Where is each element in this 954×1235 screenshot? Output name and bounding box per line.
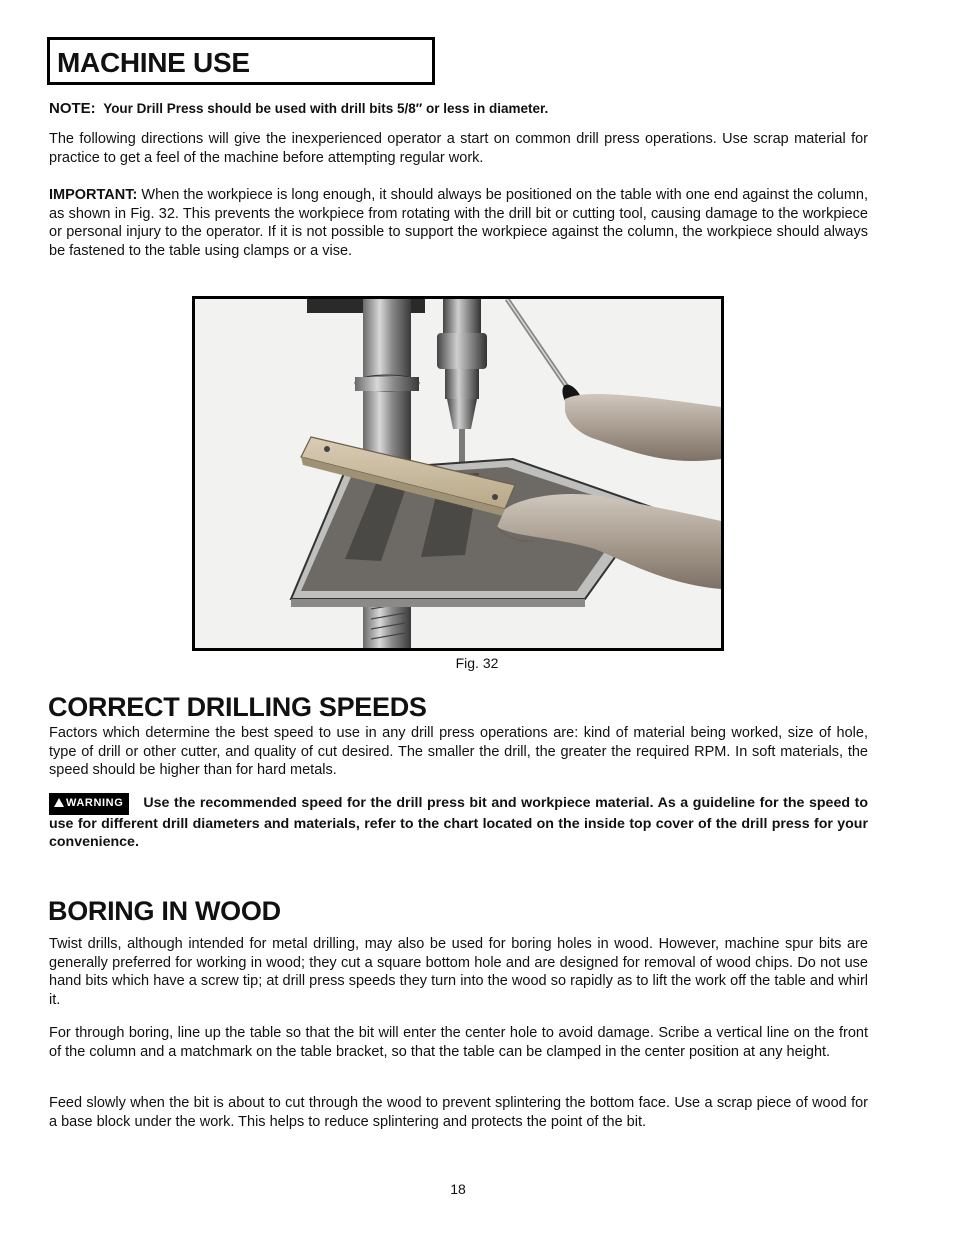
warning-text: Use the recommended speed for the drill press bit and workpiece material. As a guideline for the speed to use for different drill diameters and materials, refer to the chart located on the inside top cover of the drill press for your convenience. (49, 795, 868, 851)
boring-paragraph: For through boring, line up the table so that the bit will enter the center hole to avoid damage. Scribe a vertical line on the front of the column and a matchmark on the table bracket, so that the table can be clamped in the center position at any height. (49, 1025, 868, 1060)
warning-triangle-icon (54, 798, 64, 807)
boring-heading: BORING IN WOOD (48, 896, 281, 926)
note-label: NOTE: (49, 100, 96, 117)
figure-caption: Fig. 32 (455, 655, 499, 671)
drill-press-illustration (195, 299, 721, 648)
important-paragraph (49, 186, 868, 260)
drill-press-photo (192, 296, 724, 651)
intro-paragraph: The following directions will give the inexperienced operator a start on common drill press operations. Use scrap material for practice to get a feel of the machine before attempting regular work. (49, 131, 868, 166)
section-title: MACHINE USE (57, 47, 250, 78)
speeds-heading: CORRECT DRILLING SPEEDS (48, 692, 427, 722)
note-text: Your Drill Press should be used with drill bits 5/8″ or less in diameter. (103, 101, 549, 116)
section-heading-box (47, 37, 435, 85)
important-label: IMPORTANT: (49, 187, 138, 203)
speeds-paragraph: Factors which determine the best speed to use in any drill press operations are: kind of material being worked, size of hole, type of drill or other cutter, and quality of cut desired. The smaller the drill, the greater the required RPM. In soft materials, the speed should be higher than for hard metals. (49, 725, 868, 779)
warning-badge (49, 793, 129, 815)
boring-paragraph: Feed slowly when the bit is about to cut through the wood to prevent splintering the bottom face. Use a scrap piece of wood for a base block under the work. This helps to reduce splintering and protects the point of the bit. (49, 1095, 868, 1130)
important-text: When the workpiece is long enough, it should always be positioned on the table with one end against the column, as shown in Fig. 32. This prevents the workpiece from rotating with the drill bit or cutting tool, causing damage to the workpiece or personal injury to the operator. If it is not possible to support the workpiece against the column, the workpiece should always be fastened to the table using clamps or a vise. (49, 187, 868, 259)
boring-paragraph: Twist drills, although intended for metal drilling, may also be used for boring holes in wood. However, machine spur bits are generally preferred for working in wood; they cut a square bottom hole and are designed for removal of wood chips. Do not use hand bits which have a screw tip; at drill press speeds they turn into the wood so rapidly as to lift the work off the table and whirl it. (49, 936, 868, 1008)
page-number: 18 (450, 1181, 466, 1197)
warning-block (49, 793, 868, 852)
note (49, 100, 869, 117)
warning-label: WARNING (66, 797, 124, 809)
